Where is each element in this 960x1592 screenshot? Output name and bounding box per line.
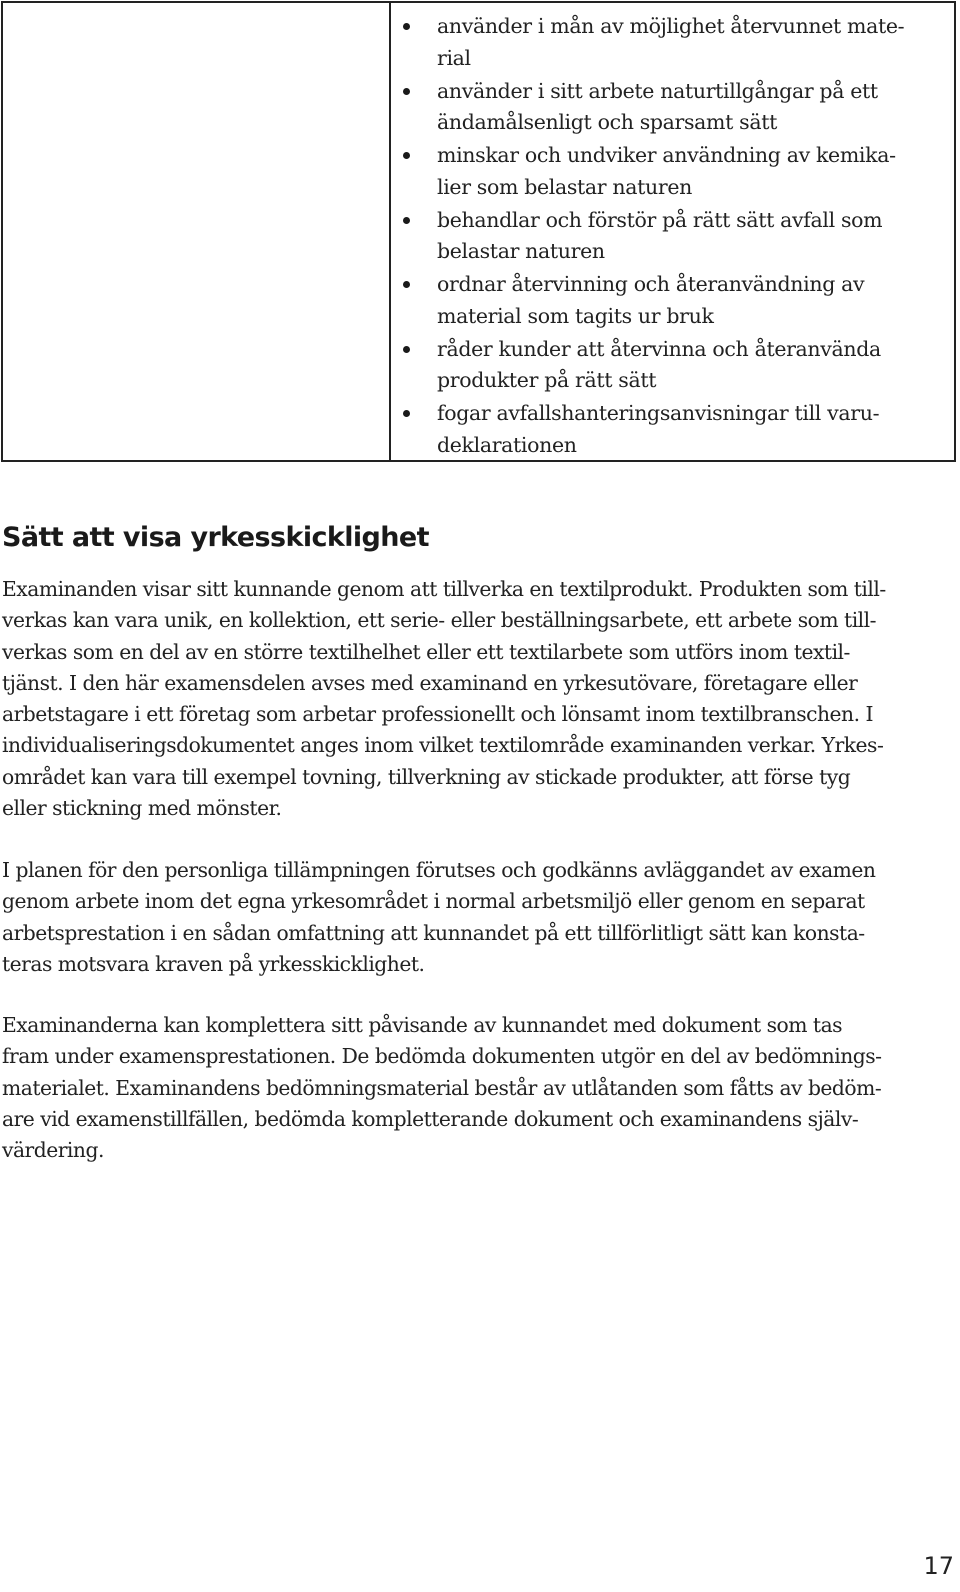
bullet-icon (403, 346, 410, 353)
list-item (391, 76, 954, 139)
list-item-text: råder kunder att återvinna och återanvända produkter på rätt sätt (437, 336, 881, 392)
list-item-text: använder i mån av möjlighet återvunnet mate- rial (437, 14, 905, 70)
list-item-text: använder i sitt arbete naturtillgångar på ett ändamålsenligt och sparsamt sätt (437, 78, 878, 134)
body-paragraph: Examinanderna kan komplettera sitt påvisande av kunnandet med dokument som tas fram under examensprestationen. De bedömda dokumenten utgör en del av bedömnings- materialet. Examinandens bedömningsmaterial består av utlåtanden som fåtts av bedöm- are vid examenstillfällen, bedömda kompletterande dokument och examinandens själv- värdering. (2, 1013, 882, 1163)
bullet-icon (403, 281, 410, 288)
list-item-text: behandlar och förstör på rätt sätt avfall som belastar naturen (437, 207, 883, 263)
body-paragraph: I planen för den personliga tillämpningen förutses och godkänns avläggandet av examen genom arbete inom det egna yrkesområdet i normal arbetsmiljö eller genom en separat arbetsprestation i en sådan omfattning att kunnandet på ett tillförlitligt sätt kan konsta- teras motsvara kraven på yrkesskicklighet. (2, 858, 876, 976)
bullet-icon (403, 88, 410, 95)
body-paragraph: Examinanden visar sitt kunnande genom att tillverka en textilprodukt. Produkten som till- verkas kan vara unik, en kollektion, ett serie- eller beställningsarbete, ett arbete som till- verkas som en del av en större textilhelhet eller ett textilarbete som utförs inom textil- tjänst. I den här examensdelen avses med examinand en yrkesutövare, företagare eller arbetstagare i ett företag som arbetar professionellt och lönsamt inom textilbranschen. I individualiseringsdokumentet anges inom vilket textilområde examinanden verkar. Yrkes- området kan vara till exempel tovning, tillverkning av stickade produkter, att förse tyg eller stickning med mönster. (2, 577, 886, 821)
criteria-table-right-cell (391, 3, 954, 460)
list-item (391, 11, 954, 74)
list-item (391, 269, 954, 332)
list-item-text: minskar och undviker användning av kemika- lier som belastar naturen (437, 143, 896, 199)
list-item (391, 205, 954, 268)
list-item (391, 398, 954, 461)
section-heading: Sätt att visa yrkesskicklighet (2, 522, 429, 553)
list-item-text: ordnar återvinning och återanvändning av material som tagits ur bruk (437, 272, 865, 328)
page-number: 17 (923, 1552, 954, 1580)
list-item (391, 140, 954, 203)
bullet-icon (403, 410, 410, 417)
criteria-list (391, 11, 954, 463)
bullet-icon (403, 23, 410, 30)
bullet-icon (403, 217, 410, 224)
bullet-icon (403, 152, 410, 159)
list-item (391, 334, 954, 397)
criteria-table (1, 1, 956, 462)
criteria-table-left-cell (3, 3, 391, 460)
list-item-text: fogar avfallshanteringsanvisningar till varu- deklarationen (437, 401, 880, 457)
